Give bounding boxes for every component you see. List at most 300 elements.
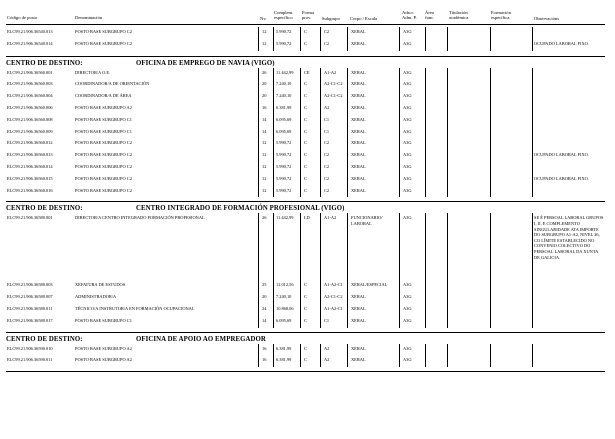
subgroup-cell: A1-A2-C1	[324, 282, 343, 288]
column-divider	[258, 39, 259, 51]
section-name: OFICINA DE EMPREGO DE NAVIA (VIGO)	[136, 59, 275, 67]
table-row	[6, 41, 605, 53]
provision-form-cell: C	[304, 175, 307, 181]
level-cell: 14	[262, 128, 267, 134]
column-divider	[300, 91, 301, 103]
column-divider	[425, 91, 426, 103]
column-divider	[425, 355, 426, 367]
column-divider	[347, 68, 348, 80]
column-divider	[258, 292, 259, 304]
subgroup-cell: C2	[324, 187, 330, 193]
level-cell: 12	[262, 187, 267, 193]
corps-cell: XERAL	[351, 294, 366, 300]
position-code: ELC99.21.906.36540.013	[7, 29, 53, 34]
column-divider	[273, 162, 274, 174]
level-cell: 20	[262, 81, 267, 87]
column-divider	[320, 91, 321, 103]
level-cell: 25	[262, 282, 267, 288]
column-divider	[347, 103, 348, 115]
level-cell: 12	[262, 140, 267, 146]
column-divider	[532, 150, 533, 162]
column-divider	[347, 115, 348, 127]
column-divider	[300, 280, 301, 292]
position-code: ELC99.21.906.36560.014	[7, 164, 53, 169]
col-header-denominacion: Denominación	[75, 15, 103, 20]
level-cell: 20	[262, 294, 267, 300]
provision-form-cell: C	[304, 306, 307, 311]
position-code: ELC99.21.906.36560.004	[7, 93, 53, 99]
column-divider	[425, 115, 426, 127]
provision-form-cell: LD	[304, 215, 310, 221]
column-divider	[532, 280, 533, 292]
section-rule	[6, 56, 605, 57]
column-divider	[490, 162, 491, 174]
column-divider	[258, 127, 259, 139]
column-divider	[399, 127, 400, 139]
column-divider	[447, 150, 448, 162]
corps-cell: XERAL	[351, 140, 366, 146]
subgroup-cell: A1-A2	[324, 215, 337, 221]
column-divider	[399, 162, 400, 174]
corps-cell: XERAL	[351, 116, 366, 122]
complement-cell: 5.990,72	[276, 152, 292, 158]
position-code: ELC99.21.906.36540.014	[7, 40, 53, 46]
col-header-observacions: Observacións	[534, 16, 560, 21]
column-divider	[273, 115, 274, 127]
column-divider	[490, 127, 491, 139]
column-divider	[273, 127, 274, 139]
column-divider	[347, 186, 348, 198]
section-label: CENTRO DE DESTINO:	[6, 335, 83, 343]
provision-form-cell: C	[304, 357, 307, 363]
column-divider	[447, 138, 448, 150]
provision-form-cell: C	[304, 294, 307, 300]
section-heading	[6, 59, 275, 67]
adscription-cell: A3G	[403, 69, 412, 75]
adscription-cell: A3G	[403, 116, 412, 122]
column-divider	[300, 39, 301, 51]
column-divider	[347, 344, 348, 356]
column-divider	[320, 213, 321, 280]
provision-form-cell: C	[304, 152, 307, 158]
table-row	[6, 215, 605, 282]
col-header-codigo: Código de posto	[7, 15, 38, 20]
column-divider	[399, 150, 400, 162]
position-code: ELC99.21.906.36580.001	[7, 215, 53, 221]
column-divider	[273, 68, 274, 80]
table-row	[6, 282, 605, 294]
column-divider	[425, 68, 426, 80]
column-divider	[532, 103, 533, 115]
column-divider	[347, 292, 348, 304]
table-row	[6, 81, 605, 93]
adscription-cell: A3G	[403, 175, 412, 181]
column-divider	[320, 138, 321, 150]
column-divider	[347, 174, 348, 186]
column-divider	[320, 115, 321, 127]
column-divider	[273, 39, 274, 51]
column-divider	[447, 344, 448, 356]
column-divider	[447, 115, 448, 127]
column-divider	[532, 186, 533, 198]
column-divider	[490, 355, 491, 367]
column-divider	[425, 27, 426, 39]
column-divider	[447, 304, 448, 316]
position-denomination: POSTO BASE SUBGRUPO C2	[75, 152, 132, 158]
column-divider	[490, 150, 491, 162]
column-divider	[320, 150, 321, 162]
column-divider	[347, 316, 348, 328]
column-divider	[300, 79, 301, 91]
column-divider	[347, 79, 348, 91]
subgroup-cell: C1	[324, 128, 330, 134]
provision-form-cell: C	[304, 187, 307, 193]
column-divider	[347, 355, 348, 367]
table-row	[6, 176, 605, 188]
adscription-cell: A3G	[403, 105, 412, 110]
column-divider	[425, 174, 426, 186]
subgroup-cell: C2	[324, 29, 330, 34]
position-denomination: POSTO BASE SUBGRUPO C2	[75, 140, 132, 146]
provision-form-cell: C	[304, 81, 307, 87]
adscription-cell: A3G	[403, 140, 412, 146]
complement-cell: 6.095,69	[276, 116, 292, 122]
position-denomination: POSTO BASE SUBGRUPO C1	[75, 128, 132, 134]
column-divider	[490, 316, 491, 328]
position-denomination: POSTO BASE SUBGRUPO C1	[75, 317, 132, 323]
column-divider	[300, 186, 301, 198]
column-divider	[300, 292, 301, 304]
column-divider	[425, 127, 426, 139]
table-row	[6, 129, 605, 141]
provision-form-cell: C	[304, 29, 307, 34]
position-denomination: POSTO BASE SUBGRUPO A2	[75, 345, 132, 351]
adscription-cell: A3G	[403, 357, 412, 363]
subgroup-cell: C2	[324, 164, 330, 169]
col-header-complemento: Complem. específico	[274, 10, 294, 21]
column-divider	[258, 304, 259, 316]
subgroup-cell: A1-A2	[324, 69, 337, 75]
column-divider	[399, 292, 400, 304]
corps-cell: XERAL	[351, 317, 366, 323]
corps-cell: XERAL	[351, 187, 366, 193]
subgroup-cell: C2	[324, 40, 330, 46]
column-divider	[399, 115, 400, 127]
position-denomination: POSTO BASE SUBGRUPO C1	[75, 116, 132, 122]
adscription-cell: A3G	[403, 93, 412, 99]
column-divider	[490, 115, 491, 127]
column-divider	[258, 213, 259, 280]
complement-cell: 6.381,99	[276, 105, 292, 110]
column-divider	[258, 316, 259, 328]
col-header-subgrupo: Subgrupo	[322, 16, 340, 21]
column-divider	[300, 355, 301, 367]
header-rule	[6, 24, 605, 25]
position-code: ELC99.21.906.36560.015	[7, 175, 53, 181]
level-cell: 20	[262, 93, 267, 99]
provision-form-cell: C	[304, 116, 307, 122]
level-cell: 26	[262, 215, 267, 221]
adscription-cell: A3G	[403, 152, 412, 158]
column-divider	[320, 27, 321, 39]
level-cell: 12	[262, 152, 267, 158]
table-row	[6, 140, 605, 152]
column-divider	[425, 39, 426, 51]
column-divider	[399, 213, 400, 280]
column-divider	[320, 103, 321, 115]
section-label: CENTRO DE DESTINO:	[6, 59, 83, 67]
complement-cell: 12.012,56	[276, 282, 294, 288]
column-divider	[273, 91, 274, 103]
position-denomination: POSTO BASE SUBGRUPO C2	[75, 29, 132, 34]
column-divider	[399, 316, 400, 328]
corps-cell: XERAL	[351, 175, 366, 181]
column-divider	[425, 292, 426, 304]
column-divider	[490, 138, 491, 150]
position-code: ELC99.21.906.36580.017	[7, 317, 53, 323]
adscription-cell: A3G	[403, 29, 412, 34]
adscription-cell: A3G	[403, 215, 412, 221]
column-divider	[273, 213, 274, 280]
column-divider	[490, 103, 491, 115]
column-divider	[258, 138, 259, 150]
column-divider	[300, 103, 301, 115]
subgroup-cell: C2	[324, 152, 330, 158]
table-row	[6, 29, 605, 41]
complement-cell: 5.990,72	[276, 140, 292, 146]
column-divider	[399, 344, 400, 356]
column-divider	[447, 27, 448, 39]
column-divider	[258, 344, 259, 356]
complement-cell: 6.381,99	[276, 345, 292, 351]
column-divider	[347, 162, 348, 174]
position-denomination: TÉCNICO/A INSTRUTOR/A EN FORMACIÓN OCUPACIONAL	[75, 306, 195, 311]
adscription-cell: A3G	[403, 282, 412, 288]
table-row	[6, 70, 605, 82]
column-divider	[258, 91, 259, 103]
column-divider	[300, 316, 301, 328]
table-row	[6, 357, 605, 369]
complement-cell: 5.990,72	[276, 164, 292, 169]
table-row	[6, 117, 605, 129]
level-cell: 26	[262, 69, 267, 75]
provision-form-cell: C	[304, 140, 307, 146]
column-divider	[399, 280, 400, 292]
column-divider	[425, 150, 426, 162]
subgroup-cell: C1	[324, 116, 330, 122]
table-row	[6, 188, 605, 200]
position-denomination: COORDINADOR/A DE ÁREA	[75, 93, 132, 99]
level-cell: 12	[262, 175, 267, 181]
complement-cell: 11.442,99	[276, 215, 294, 221]
column-divider	[320, 68, 321, 80]
corps-cell: XERAL	[351, 128, 366, 134]
level-cell: 12	[262, 29, 267, 34]
column-divider	[490, 68, 491, 80]
column-divider	[300, 162, 301, 174]
column-divider	[320, 79, 321, 91]
corps-cell: XERAL	[351, 164, 366, 169]
column-divider	[399, 103, 400, 115]
subgroup-cell: A2	[324, 105, 330, 110]
table-row	[6, 152, 605, 164]
column-divider	[490, 39, 491, 51]
column-divider	[258, 150, 259, 162]
column-divider	[300, 115, 301, 127]
level-cell: 16	[262, 105, 267, 110]
column-divider	[273, 316, 274, 328]
column-divider	[300, 150, 301, 162]
complement-cell: 6.095,69	[276, 128, 292, 134]
column-divider	[273, 344, 274, 356]
position-code: ELC99.21.906.36580.011	[7, 306, 53, 311]
column-divider	[399, 68, 400, 80]
provision-form-cell: C	[304, 317, 307, 323]
column-divider	[447, 103, 448, 115]
corps-cell: XERAL	[351, 40, 366, 46]
position-code: ELC99.21.906.36580.003	[7, 282, 53, 288]
column-divider	[490, 79, 491, 91]
column-divider	[258, 27, 259, 39]
column-divider	[425, 79, 426, 91]
column-divider	[320, 344, 321, 356]
column-divider	[425, 304, 426, 316]
subgroup-cell: A2-C1-C2	[324, 81, 343, 87]
subgroup-cell: A2-C1-C2	[324, 294, 343, 300]
column-divider	[300, 68, 301, 80]
complement-cell: 5.990,72	[276, 29, 292, 34]
column-divider	[347, 304, 348, 316]
provision-form-cell: C	[304, 164, 307, 169]
complement-cell: 11.442,99	[276, 69, 294, 75]
column-divider	[347, 138, 348, 150]
level-cell: 12	[262, 164, 267, 169]
column-divider	[399, 27, 400, 39]
column-divider	[258, 280, 259, 292]
column-divider	[258, 355, 259, 367]
column-divider	[258, 162, 259, 174]
column-divider	[490, 344, 491, 356]
column-divider	[490, 280, 491, 292]
column-divider	[320, 316, 321, 328]
column-divider	[258, 115, 259, 127]
provision-form-cell: C	[304, 105, 307, 110]
complement-cell: 5.990,72	[276, 187, 292, 193]
level-cell: 16	[262, 345, 267, 351]
column-divider	[447, 355, 448, 367]
column-divider	[320, 186, 321, 198]
column-divider	[399, 138, 400, 150]
provision-form-cell: C	[304, 282, 307, 288]
position-denomination: DIRECTOR/A CENTRO INTEGRADO FORMACIÓN PROFESIONAL	[75, 215, 205, 221]
column-divider	[490, 91, 491, 103]
column-divider	[399, 91, 400, 103]
column-divider	[425, 344, 426, 356]
adscription-cell: A3G	[403, 128, 412, 134]
corps-cell: XERAL	[351, 81, 366, 87]
table-row	[6, 294, 605, 306]
column-divider	[425, 138, 426, 150]
column-divider	[300, 344, 301, 356]
position-denomination: POSTO BASE SUBGRUPO C2	[75, 175, 132, 181]
corps-cell: XERAL	[351, 69, 366, 75]
column-divider	[320, 292, 321, 304]
column-divider	[347, 27, 348, 39]
column-divider	[447, 316, 448, 328]
observations-cell: SE É PERSOAL LABORAL GRUPOS I, II, E COMPLEMENTO SINGULARIDADE ATA IMPORTE DO SUBGRUPO A1-A2, NIVEL 26, CO LÍMITE ESTABLECIDO NO CONVENIO COLECTIVO DO PERSOAL LABORAL DA XUNTA DE GALICIA.	[534, 215, 604, 260]
level-cell: 16	[262, 357, 267, 363]
column-divider	[320, 174, 321, 186]
column-divider	[347, 150, 348, 162]
observations-cell: OCUPADO LABORAL FIXO.	[534, 175, 589, 181]
column-divider	[258, 68, 259, 80]
column-divider	[425, 103, 426, 115]
position-denomination: ADMINISTRADOR/A	[75, 294, 117, 300]
position-code: ELC99.21.906.36590.011	[7, 357, 53, 363]
column-divider	[425, 213, 426, 280]
subgroup-cell: A2-C1-C2	[324, 93, 343, 99]
column-divider	[490, 304, 491, 316]
position-denomination: POSTO BASE SUBGRUPO A2	[75, 357, 132, 363]
observations-cell: OCUPADO LABORAL FIXO.	[534, 40, 589, 46]
observations-cell: OCUPADO LABORAL FIXO.	[534, 152, 589, 158]
column-divider	[447, 186, 448, 198]
column-divider	[273, 150, 274, 162]
column-divider	[300, 174, 301, 186]
table-row	[6, 306, 605, 318]
position-code: ELC99.21.906.36560.008	[7, 116, 53, 122]
section-rule	[6, 371, 605, 372]
complement-cell: 10.868,06	[276, 306, 294, 311]
column-divider	[273, 186, 274, 198]
complement-cell: 5.990,72	[276, 40, 292, 46]
section-name: OFICINA DE APOIO AO EMPREGADOR	[136, 335, 266, 343]
col-header-corpo: Corpo / Escala	[350, 16, 378, 21]
column-divider	[399, 39, 400, 51]
column-divider	[490, 186, 491, 198]
section-heading	[6, 335, 266, 343]
position-denomination: POSTO BASE SUBGRUPO C2	[75, 164, 132, 169]
column-divider	[532, 138, 533, 150]
column-divider	[273, 174, 274, 186]
column-divider	[320, 162, 321, 174]
column-divider	[447, 91, 448, 103]
complement-cell: 6.381,99	[276, 357, 292, 363]
column-divider	[399, 355, 400, 367]
column-divider	[273, 355, 274, 367]
col-header-adscr: Adscr. Adm. P.	[402, 10, 417, 21]
table-row	[6, 318, 605, 330]
position-denomination: XEFATURA DE ESTUDOS	[75, 282, 126, 288]
column-divider	[273, 79, 274, 91]
adscription-cell: A3G	[403, 187, 412, 193]
column-divider	[447, 213, 448, 280]
table-row	[6, 93, 605, 105]
position-denomination: POSTO BASE SUBGRUPO C2	[75, 40, 132, 46]
adscription-cell: A3G	[403, 345, 412, 351]
subgroup-cell: A2	[324, 345, 330, 351]
column-divider	[347, 213, 348, 280]
column-divider	[320, 127, 321, 139]
column-divider	[347, 280, 348, 292]
column-divider	[258, 103, 259, 115]
position-denomination: COORDINADOR/A DE ORIENTACIÓN	[75, 81, 150, 87]
complement-cell: 7.240,10	[276, 93, 292, 99]
position-denomination: DIRECTOR/A O.E.	[75, 69, 111, 75]
subgroup-cell: A2	[324, 357, 330, 363]
column-divider	[300, 213, 301, 280]
column-divider	[258, 174, 259, 186]
